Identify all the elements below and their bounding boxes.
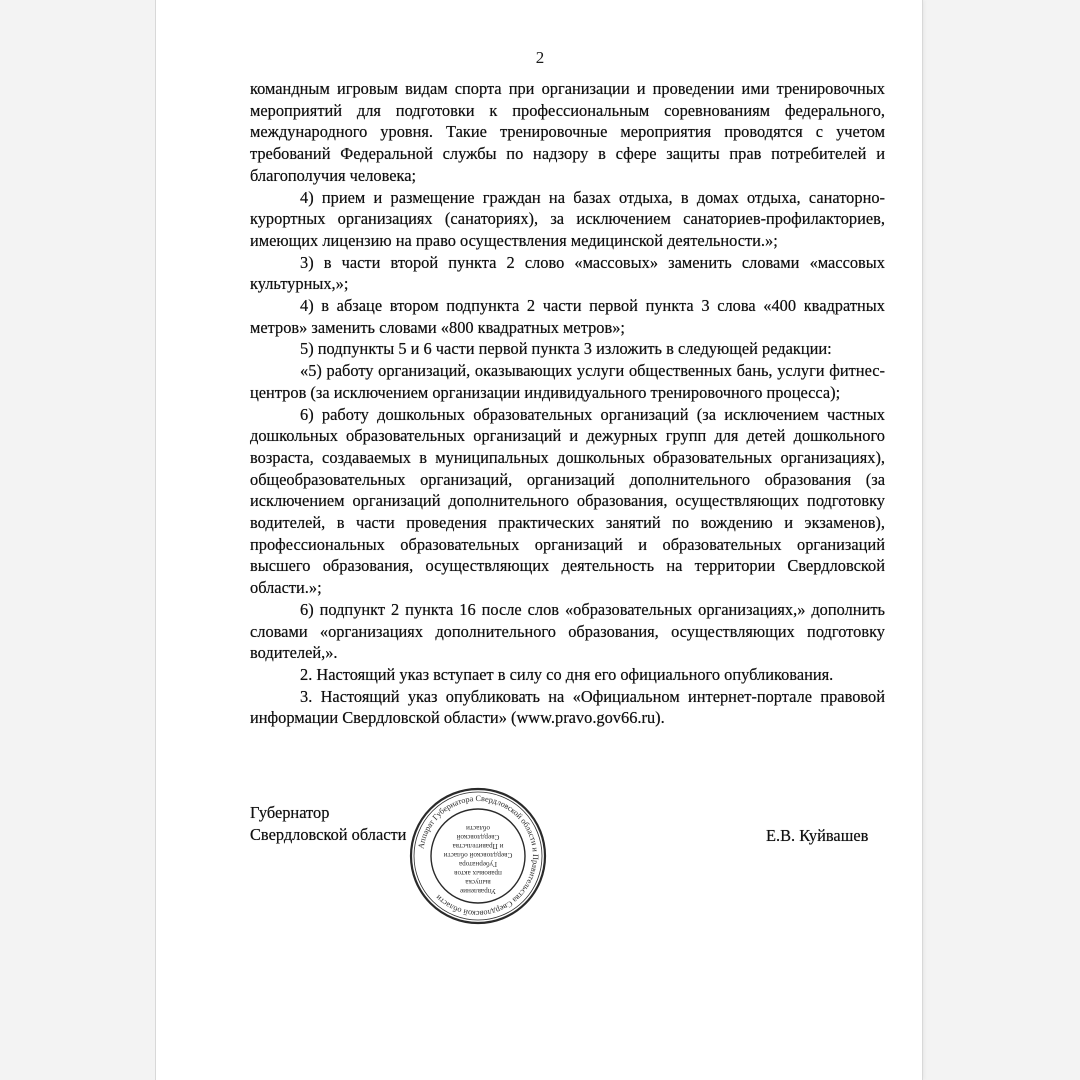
stamp-center-text	[444, 824, 513, 895]
svg-text:Губернатора: Губернатора	[459, 860, 497, 868]
svg-text:выпуска: выпуска	[465, 878, 491, 886]
svg-text:Свердловской: Свердловской	[456, 833, 500, 841]
page-number: 2	[535, 48, 545, 67]
paragraph: 3. Настоящий указ опубликовать на «Официальном интернет-портале правовой информации Свердловской области» (www.pravo.gov66.ru).	[250, 686, 885, 728]
paragraph: 5) подпункты 5 и 6 части первой пункта 3 изложить в следующей редакции:	[300, 339, 832, 359]
paragraph: 6) подпункт 2 пункта 16 после слов «образовательных организациях,» дополнить словами «организациях дополнительного образования, осуществляющих подготовку водителей,».	[250, 599, 885, 663]
document-body	[250, 78, 885, 729]
svg-text:правовых актов: правовых актов	[454, 869, 502, 877]
paragraph: 2. Настоящий указ вступает в силу со дня его официального опубликования.	[300, 664, 834, 684]
signer-name: Е.В. Куйвашев	[766, 826, 869, 845]
paragraph: 6) работу дошкольных образовательных организаций (за исключением частных дошкольных образовательных организаций и дежурных групп для детей дошкольного возраста, создаваемых в муниципальных дошкольных образовательных организациях), общеобразовательных организаций, организаций дополнительного образования (за исключением организаций дополнительного образования, осуществляющих подготовку водителей, в части проведения практических занятий по вождению и экзаменов), профессиональных образовательных организаций и образовательных организаций высшего образования, осуществляющих деятельность на территории Свердловской области.»;	[250, 404, 885, 598]
signer-title	[250, 802, 406, 846]
paragraph: 4) прием и размещение граждан на базах отдыха, в домах отдыха, санаторно-курортных организациях (санаториях), за исключением санаториев-профилакториев, имеющих лицензию на право осуществления медицинской деятельности.»;	[250, 187, 885, 250]
stamp-outer-text: Аппарат Губернатора Свердловской области и Правительства Свердловской области	[416, 793, 541, 919]
paragraph: «5) работу организаций, оказывающих услуги общественных бань, услуги фитнес-центров (за исключением организации индивидуального тренировочного процесса);	[250, 361, 885, 402]
official-stamp	[408, 786, 548, 926]
paragraph: 3) в части второй пункта 2 слово «массовых» заменить словами «массовых культурных,»;	[250, 252, 885, 294]
signer-title-line: Губернатор	[250, 803, 330, 822]
svg-text:Свердловской области: Свердловской области	[443, 851, 513, 859]
svg-text:Управление: Управление	[459, 887, 497, 895]
paragraph: командным игровым видам спорта при организации и проведении ими тренировочных мероприятий для подготовки к профессиональным соревнованиям федерального, международного уровня. Такие тренировочные мероприятия проводятся с учетом требований Федеральной службы по надзору в сфере защиты прав потребителей и благополучия человека;	[250, 79, 885, 185]
svg-text:области: области	[465, 824, 491, 832]
svg-text:и Правительства: и Правительства	[452, 842, 504, 850]
paragraph: 4) в абзаце втором подпункта 2 части первой пункта 3 слова «400 квадратных метров» заменить словами «800 квадратных метров»;	[250, 296, 885, 337]
signer-title-line: Свердловской области	[250, 825, 407, 844]
